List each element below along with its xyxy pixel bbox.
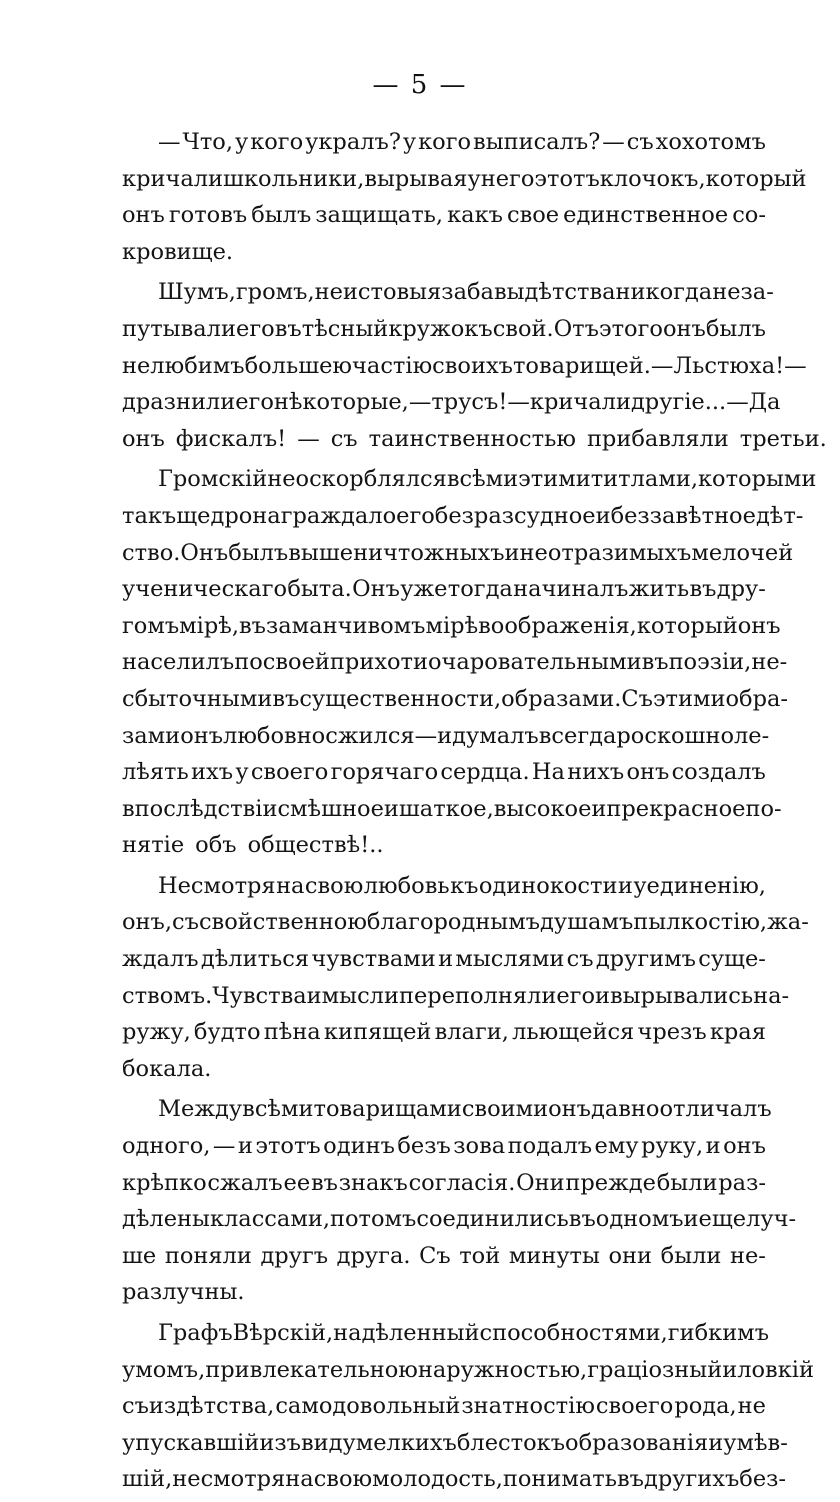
text-line: такъ щедро награждало его безразсудное и беззавѣтное дѣт- [122,502,804,529]
text-line: одного, — и этотъ одинъ безъ зова подалъ ему руку, и онъ [122,1133,766,1160]
text-line: лѣять ихъ у своего горячаго сердца. На нихъ онъ создалъ [122,759,766,786]
text-line: гомъ мірѣ, въ заманчивомъ мірѣ воображенія, который онъ [122,612,781,639]
text-line: ученическаго быта. Онъ уже тогда начиналъ жить въ дру- [122,576,766,603]
text-line: онъ фискалъ! — съ таинственностью прибавляли третьи. [122,425,827,452]
text-line: онъ, съ свойственною благороднымъ душамъ пылкостію, жа- [122,909,809,936]
text-line: нятіе объ обществѣ!.. [122,832,384,859]
text-line: сбыточными въ существенности, образами. Съ этими обра- [122,685,788,712]
text-line: шій, несмотря на свою молодость, понимать въ другихъ без- [122,1466,787,1493]
text-line: ство. Онъ былъ выше ничтожныхъ и неотразимыхъ мелочей [122,539,794,566]
text-line: умомъ, привлекательною наружностью, граціозный и ловкій [122,1356,814,1383]
text-line: упускавшій изъ виду мелкихъ блестокъ образованія и умѣв- [122,1429,788,1456]
text-line: путывали его въ тѣсный кружокъ свой. Отъ этого онъ былъ [122,315,766,342]
text-line: нелюбимъ большею частію своихъ товарищей. — Льстюха! — [122,352,807,379]
paragraph [122,1315,814,1498]
text-line: Между всѣми товарищами своими онъ давно отличалъ [158,1096,772,1123]
text-line: кричали школьники, вырывая у него этотъ клочокъ, который [122,165,807,192]
body-text [122,124,827,1502]
text-line: Громскій не оскорблялся всѣми этими титлами, которыми [158,466,817,493]
paragraph [122,868,809,1088]
text-line: Шумъ, громъ, неистовыя забавы дѣтства никогда не за- [158,279,774,306]
text-line: съиздѣтства, самодовольный знатностію своего рода, не [122,1393,766,1420]
text-line: крѣпко сжалъ ее въ знакъ согласія. Они прежде были раз- [122,1169,766,1196]
text-line: кровище. [122,238,234,265]
text-line: дѣлены классами, потомъ соединились въ одномъ и еще луч- [122,1206,797,1233]
text-line: бокала. [122,1055,212,1082]
text-line: — Что, у кого укралъ? у кого выписалъ? — съ хохотомъ [158,129,766,155]
text-line: населилъ по своей прихоти очаровательными въ поэзіи, не- [122,649,788,676]
text-line: впослѣдствіи смѣшное и шаткое, высокое и прекрасное по- [122,795,782,822]
text-line: ружу, будто пѣна кипящей влаги, льющейся чрезъ края [122,1019,766,1046]
paragraph [122,461,817,864]
text-line: Несмотря на свою любовь къ одинокости и уединенію, [158,872,766,899]
text-line: разлучны. [122,1279,245,1306]
text-line: Графъ Вѣрскій, надѣленный способностями, гибкимъ [158,1320,770,1346]
text-line: ствомъ. Чувства и мысли переполняли его и вырывались на- [122,982,790,1009]
page-number: — 5 — [372,70,468,100]
paragraph [122,124,807,270]
text-line: ждалъ дѣлиться чувствами и мыслями съ другимъ суще- [122,946,766,973]
text-line: онъ готовъ былъ защищать, какъ свое единственное со- [122,202,766,229]
text-line: зами онъ любовно сжился — и думалъ всегда роскошно ле- [122,722,770,749]
text-line: ше поняли другъ друга. Съ той минуты они были не- [122,1242,766,1269]
text-line: дразнили его нѣкоторые, — трусъ! — кричали другіе... — Да [122,389,781,416]
paragraph [122,274,827,457]
paragraph [122,1091,797,1311]
